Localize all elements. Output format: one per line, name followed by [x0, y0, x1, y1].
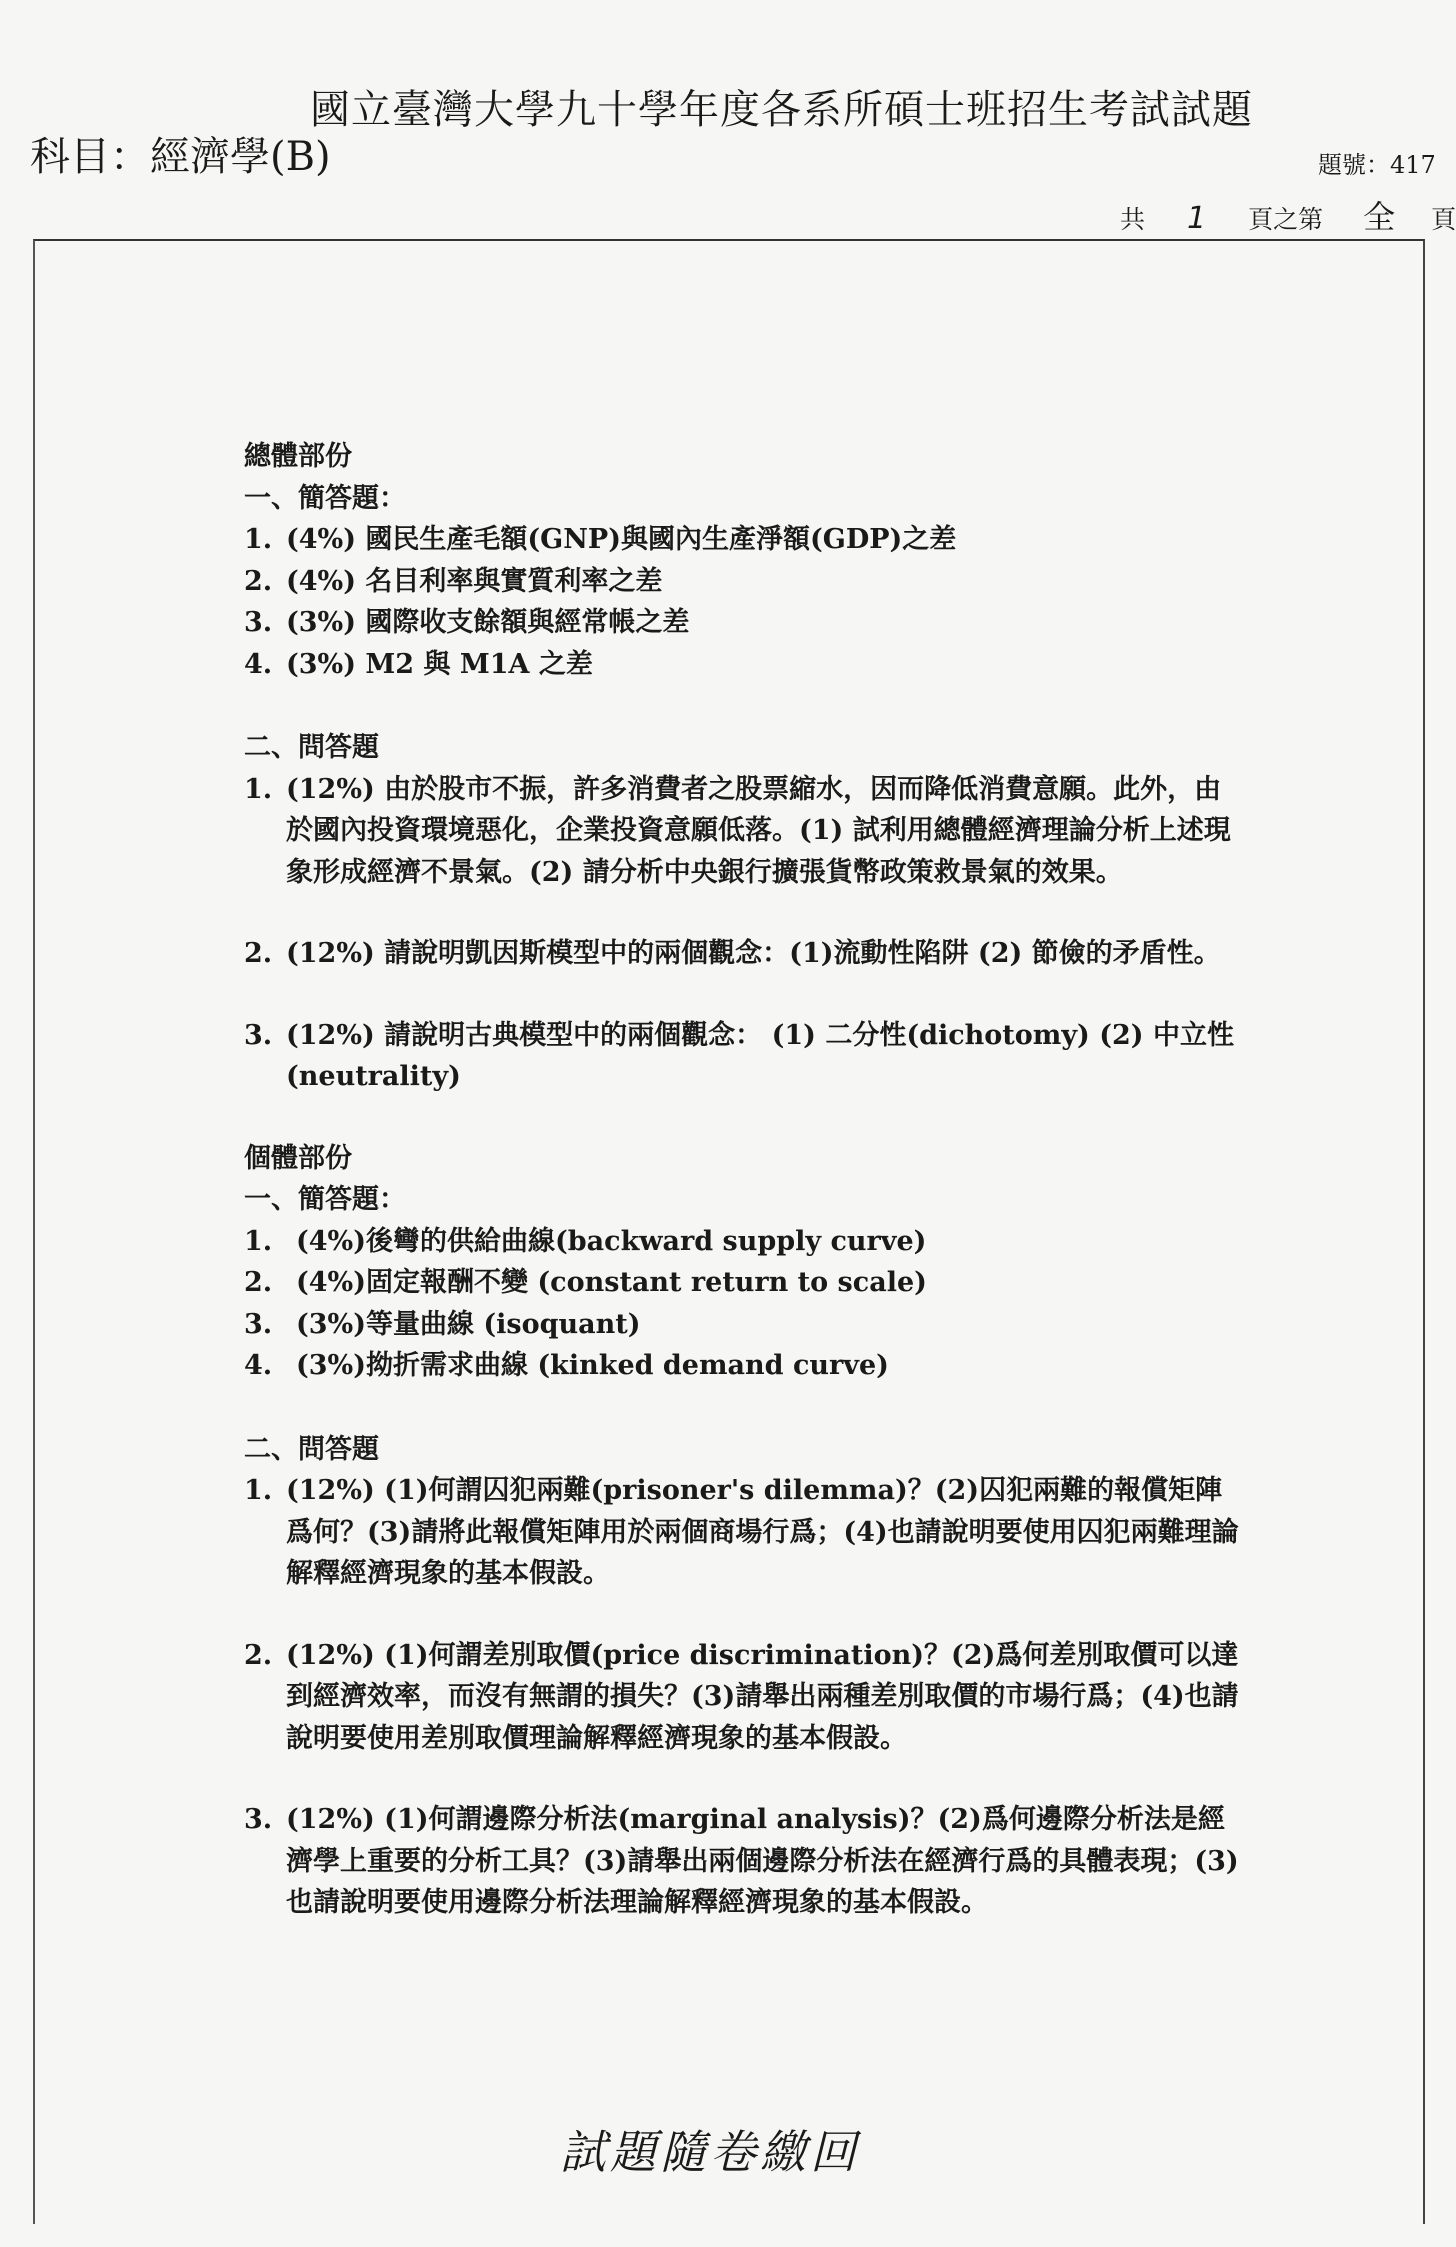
list-item: 2. (4%)固定報酬不變 (constant return to scale) — [244, 1267, 927, 1298]
pages-current: 全 — [1363, 198, 1396, 236]
pages-total: 1 — [1187, 201, 1207, 236]
list-item: 2. (12%) 請說明凱因斯模型中的兩個觀念：(1)流動性陷阱 (2) 節儉的矛盾性。 — [244, 938, 1221, 969]
list-item: 1. (12%) 由於股市不振，許多消費者之股票縮水，因而降低消費意願。此外，由於國內投資環境惡化，企業投資意願低落。(1) 試利用總體經濟理論分析上述現象形成經濟不景氣。(2) 請分析中央銀行擴張貨幣政策救景氣的效果。 — [244, 773, 1231, 888]
exam-title: 國立臺灣大學九十學年度各系所碩士班招生考試試題 — [310, 87, 1253, 133]
question-code: 題號：417 — [1318, 151, 1436, 179]
list-item: 3. (12%) 請說明古典模型中的兩個觀念： (1) 二分性(dichotomy) (2) 中立性 (neutrality) — [244, 1019, 1234, 1092]
list-item: 2. (4%) 名目利率與實質利率之差 — [244, 565, 663, 597]
macro-heading: 總體部份 — [244, 441, 352, 472]
subject-label: 科目：經濟學(B) — [30, 134, 331, 180]
page-info — [1120, 192, 1456, 238]
list-item: 1. (4%) 國民生產毛額(GNP)與國內生產淨額(GDP)之差 — [244, 524, 957, 555]
list-item: 3. (3%)等量曲線 (isoquant) — [244, 1308, 641, 1340]
list-item: 4. (3%) M2 與 M1A 之差 — [244, 648, 593, 680]
list-item: 3. (3%) 國際收支餘額與經常帳之差 — [244, 607, 690, 638]
pages-middle: 頁之第 — [1248, 205, 1324, 234]
macro-short-heading: 一、簡答題： — [244, 482, 406, 514]
micro-short-heading: 一、簡答題： — [244, 1184, 406, 1215]
return-notice: 試題隨卷繳回 — [560, 2125, 860, 2179]
list-item: 4. (3%)拗折需求曲線 (kinked demand curve) — [244, 1350, 889, 1381]
list-item: 3. (12%) (1)何謂邊際分析法(marginal analysis)？(2)爲何邊際分析法是經濟學上重要的分析工具？(3)請舉出兩個邊際分析法在經濟行爲的具體表現；(3)也請說明要使用邊際分析法理論解釋經濟現象的基本假設。 — [244, 1804, 1239, 1918]
macro-essay-heading: 二、問答題 — [244, 732, 379, 763]
list-item: 2. (12%) (1)何謂差別取價(price discrimination)？(2)爲何差別取價可以達到經濟效率，而沒有無謂的損失？(3)請舉出兩種差別取價的市場行爲；(4)也請說明要使用差別取價理論解釋經濟現象的基本假設。 — [244, 1639, 1239, 1754]
pages-suffix: 頁 — [1431, 205, 1456, 234]
exam-content — [244, 436, 1244, 1924]
list-item: 1. (12%) (1)何謂囚犯兩難(prisoner's dilemma)？(2)囚犯兩難的報償矩陣爲何？(3)請將此報償矩陣用於兩個商場行爲；(4)也請說明要使用囚犯兩難理論解釋經濟現象的基本假設。 — [244, 1475, 1239, 1589]
micro-essay-heading: 二、問答題 — [244, 1433, 379, 1465]
list-item: 1. (4%)後彎的供給曲線(backward supply curve) — [244, 1225, 927, 1257]
pages-prefix: 共 — [1120, 205, 1146, 234]
micro-heading: 個體部份 — [244, 1142, 352, 1174]
